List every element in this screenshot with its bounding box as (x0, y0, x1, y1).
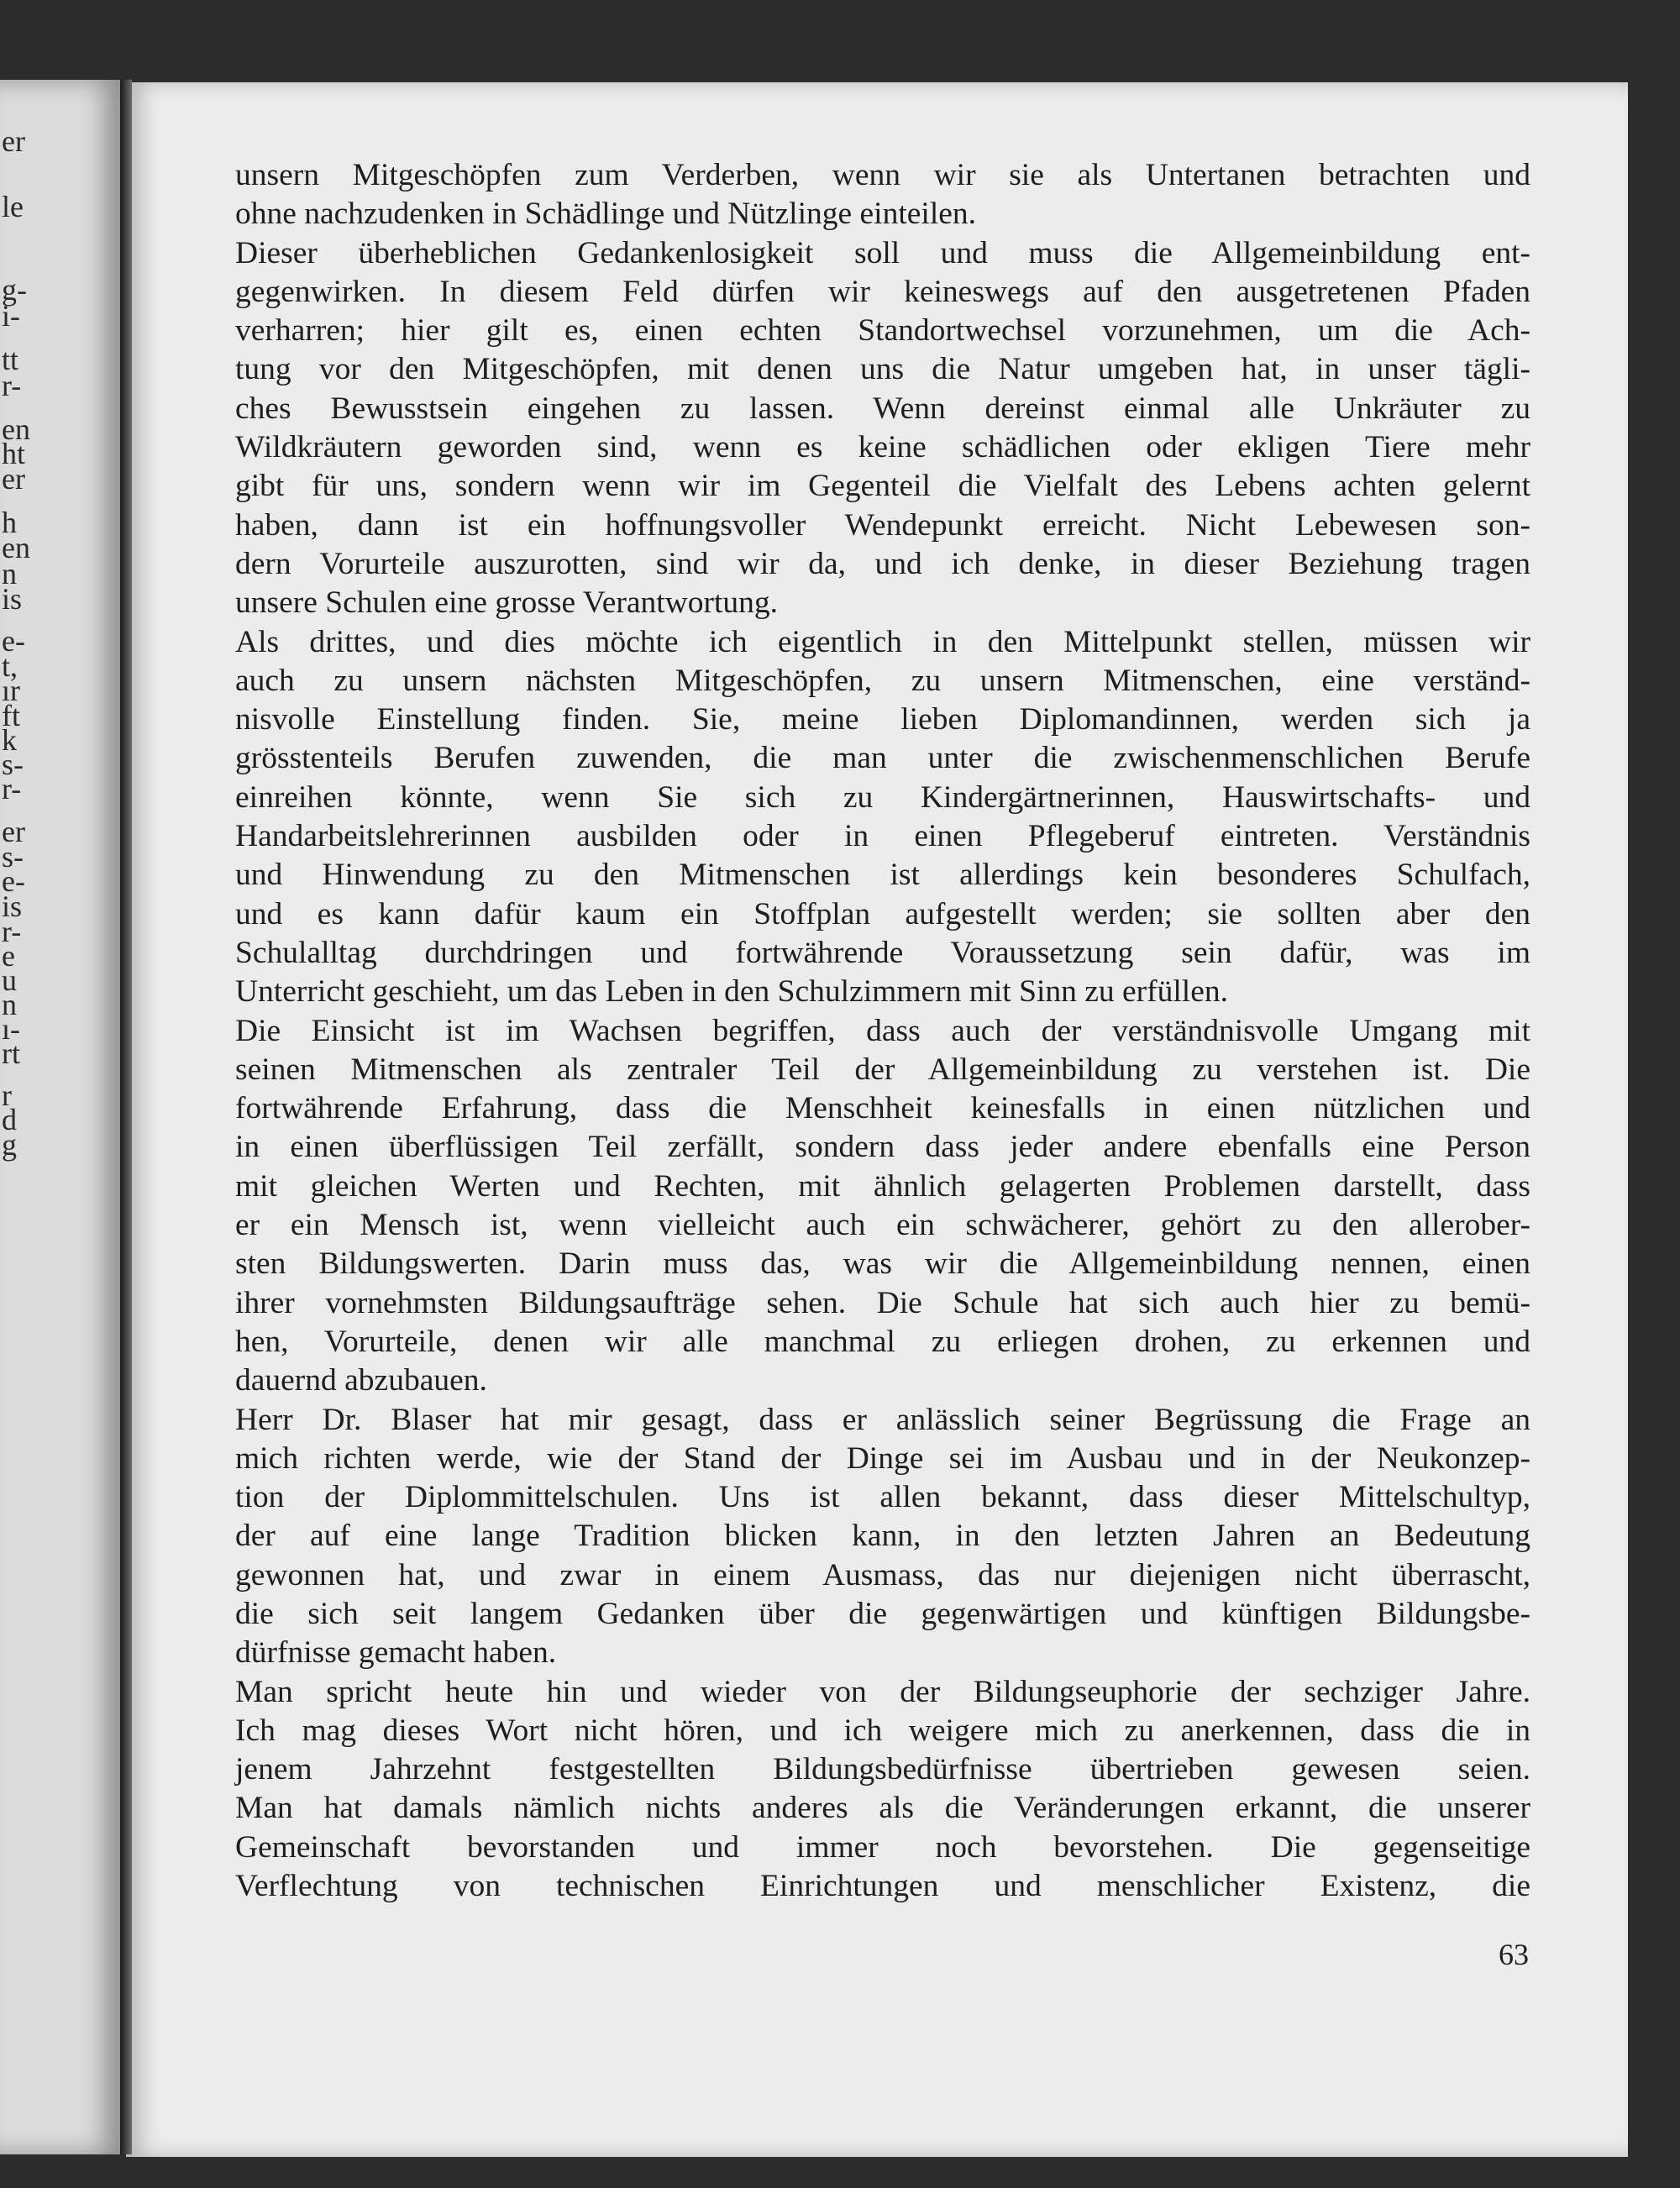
text-line: nisvolle Einstellung finden. Sie, meine lieben Diplomandinnen, werden sich ja (235, 702, 1530, 737)
text-line: gewonnen hat, und zwar in einem Ausmass, das nur diejenigen nicht überrascht, (235, 1557, 1530, 1592)
text-line: und Hinwendung zu den Mitmenschen ist allerdings kein besonderes Schulfach, (235, 858, 1530, 893)
text-line: mich richten werde, wie der Stand der Dinge sei im Ausbau und in der Neukonzep- (235, 1440, 1530, 1476)
text-line: dürfnisse gemacht haben. (235, 1635, 557, 1671)
text-line: Schulalltag durchdringen und fortwährende Voraussetzung sein dafür, was im (235, 935, 1530, 970)
text-line: ohne nachzudenken in Schädlinge und Nützlinge einteilen. (235, 197, 977, 232)
left-page-fragment: ht (2, 437, 26, 470)
text-line: grösstenteils Berufen zuwenden, die man unter die zwischenmenschlichen Berufe (235, 741, 1530, 776)
text-line: er ein Mensch ist, wenn vielleicht auch ein schwächerer, gehört zu den allerober- (235, 1208, 1530, 1243)
body-text (235, 156, 1530, 1906)
text-line: in einen überflüssigen Teil zerfällt, sondern dass jeder andere ebenfalls eine Person (235, 1130, 1530, 1165)
left-page-fragment: u (2, 963, 17, 997)
page-number: 63 (1499, 1938, 1529, 1971)
text-line: Handarbeitslehrerinnen ausbilden oder in einen Pflegeberuf eintreten. Verständnis (235, 819, 1530, 854)
left-page-fragment: er (2, 815, 25, 848)
text-line: hen, Vorurteile, denen wir alle manchmal zu erliegen drohen, zu erkennen und (235, 1324, 1530, 1359)
text-line: Wildkräutern geworden sind, wenn es keine schädlichen oder ekligen Tiere mehr (235, 430, 1530, 465)
left-page-fragment: en (2, 412, 30, 446)
text-line: seinen Mitmenschen als zentraler Teil der Allgemeinbildung zu verstehen ist. Die (235, 1052, 1530, 1087)
text-line: mit gleichen Werten und Rechten, mit ähnlich gelagerten Problemen darstellt, dass (235, 1168, 1530, 1204)
right-page (126, 82, 1628, 2157)
left-facing-page (0, 80, 126, 2154)
left-page-fragment: s- (2, 840, 24, 874)
text-line: haben, dann ist ein hoffnungsvoller Wendepunkt erreicht. Nicht Lebewesen son- (235, 507, 1530, 543)
left-page-fragment: g (2, 1128, 17, 1162)
text-line: Ich mag dieses Wort nicht hören, und ich weigere mich zu anerkennen, dass die in (235, 1713, 1530, 1748)
left-page-fragment: is (2, 889, 23, 923)
left-page-fragment: e (2, 939, 15, 973)
text-line: tung vor den Mitgeschöpfen, mit denen uns die Natur umgeben hat, in unser tägli- (235, 352, 1530, 387)
left-page-fragment: er (2, 462, 25, 496)
text-line: ches Bewusstsein eingehen zu lassen. Wenn dereinst einmal alle Unkräuter zu (235, 391, 1530, 426)
text-line: Herr Dr. Blaser hat mir gesagt, dass er anlässlich seiner Begrüssung die Frage an (235, 1402, 1530, 1437)
left-page-fragment: is (2, 582, 23, 616)
left-page-fragment: ft (2, 699, 20, 732)
text-line: die sich seit langem Gedanken über die gegenwärtigen und künftigen Bildungsbe- (235, 1596, 1530, 1631)
left-page-fragment: ır (2, 674, 20, 707)
text-line: Gemeinschaft bevorstanden und immer noch bevorstehen. Die gegenseitige (235, 1829, 1530, 1865)
left-page-fragment: e- (2, 864, 25, 898)
text-line: fortwährende Erfahrung, dass die Menschheit keinesfalls in einen nützlichen und (235, 1091, 1530, 1126)
text-line: tion der Diplommittelschulen. Uns ist allen bekannt, dass dieser Mittelschultyp, (235, 1480, 1530, 1515)
text-line: dauernd abzubauen. (235, 1363, 487, 1398)
text-line: einreihen könnte, wenn Sie sich zu Kindergärtnerinnen, Hauswirtschafts- und (235, 779, 1530, 815)
left-page-fragment: r (2, 1078, 12, 1112)
text-line: gibt für uns, sondern wenn wir im Gegenteil die Vielfalt des Lebens achten gelernt (235, 469, 1530, 504)
text-line: sten Bildungswerten. Darin muss das, was wir die Allgemeinbildung nennen, einen (235, 1246, 1530, 1282)
text-line: Dieser überheblichen Gedankenlosigkeit soll und muss die Allgemeinbildung ent- (235, 235, 1530, 270)
text-line: und es kann dafür kaum ein Stoffplan aufgestellt werden; sie sollten aber den (235, 896, 1530, 931)
left-page-fragment: e- (2, 624, 25, 658)
left-page-fragment: s- (2, 748, 24, 781)
left-page-fragment: er (2, 124, 25, 158)
text-line: auch zu unsern nächsten Mitgeschöpfen, zu unsern Mitmenschen, eine verständ- (235, 663, 1530, 698)
left-page-fragment: n (2, 988, 17, 1021)
left-page-fragment: ı- (2, 1012, 20, 1046)
left-page-fragment: g- (2, 273, 27, 307)
text-line: unsern Mitgeschöpfen zum Verderben, wenn wir sie als Untertanen betrachten und (235, 158, 1530, 192)
left-page-fragment: r- (2, 772, 22, 805)
left-page-fragment: le (2, 190, 24, 223)
left-page-fragment: d (2, 1103, 17, 1136)
text-line: unsere Schulen eine grosse Verantwortung. (235, 585, 779, 621)
left-page-fragment: r- (2, 369, 22, 402)
left-page-fragment: n (2, 557, 17, 590)
left-page-text-fragments (0, 80, 126, 2154)
text-line: verharren; hier gilt es, einen echten Standortwechsel vorzunehmen, um die Ach- (235, 313, 1530, 349)
left-page-fragment: en (2, 531, 30, 564)
left-page-fragment: tt (2, 343, 19, 376)
text-line: ihrer vornehmsten Bildungsaufträge sehen. Die Schule hat sich auch hier zu bemü- (235, 1285, 1530, 1320)
text-line: Man hat damals nämlich nichts anderes als die Veränderungen erkannt, die unserer (235, 1791, 1530, 1826)
text-line: Als drittes, und dies möchte ich eigentlich in den Mittelpunkt stellen, müssen wir (235, 624, 1530, 659)
left-page-fragment: i- (2, 299, 20, 333)
left-page-fragment: rt (2, 1036, 20, 1070)
left-page-fragment: k (2, 723, 17, 757)
left-page-fragment: h (2, 506, 17, 539)
text-line: Die Einsicht ist im Wachsen begriffen, dass auch der verständnisvolle Umgang mit (235, 1013, 1530, 1048)
left-page-fragment: t, (2, 649, 18, 683)
text-line: der auf eine lange Tradition blicken kann, in den letzten Jahren an Bedeutung (235, 1519, 1530, 1554)
text-line: jenem Jahrzehnt festgestellten Bildungsbedürfnisse übertrieben gewesen seien. (235, 1752, 1530, 1787)
text-line: gegenwirken. In diesem Feld dürfen wir keineswegs auf den ausgetretenen Pfaden (235, 274, 1530, 309)
text-line: Unterricht geschieht, um das Leben in den Schulzimmern mit Sinn zu erfüllen. (235, 974, 1228, 1010)
text-line: Man spricht heute hin und wieder von der Bildungseuphorie der sechziger Jahre. (235, 1674, 1530, 1709)
book-gutter (120, 80, 132, 2154)
text-line: Verflechtung von technischen Einrichtungen und menschlicher Existenz, die (235, 1869, 1530, 1904)
text-line: dern Vorurteile auszurotten, sind wir da, und ich denke, in dieser Beziehung tragen (235, 546, 1530, 581)
left-page-fragment: r- (2, 915, 22, 948)
